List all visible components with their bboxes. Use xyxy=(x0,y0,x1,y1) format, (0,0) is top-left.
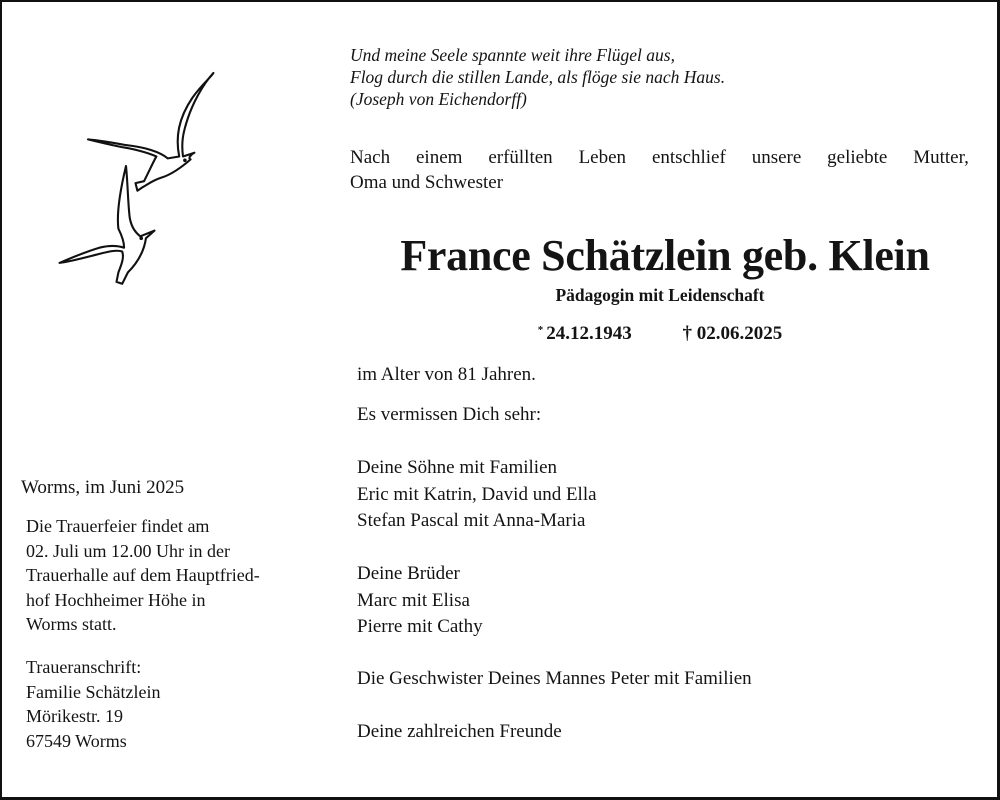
intro-word: Nach xyxy=(350,147,391,168)
missed-by-heading: Es vermissen Dich sehr: xyxy=(357,404,542,425)
mourning-address xyxy=(26,655,160,753)
mourner-line: Eric mit Katrin, David und Ella xyxy=(357,483,597,505)
ceremony-line: 02. Juli um 12.00 Uhr in der xyxy=(26,540,230,561)
poem-line: Flog durch die stillen Lande, als flöge sie nach Haus. xyxy=(350,67,726,87)
intro-word: entschlief xyxy=(651,147,726,168)
deceased-subtitle: Pädagogin mit Leidenschaft xyxy=(555,285,765,305)
ceremony-line: Trauerhalle auf dem Hauptfried- xyxy=(26,565,260,585)
sons-group xyxy=(357,455,597,535)
ceremony-line: hof Hochheimer Höhe in xyxy=(26,589,206,610)
ceremony-line: Die Trauerfeier findet am xyxy=(26,516,210,536)
intro-word: unsere xyxy=(751,147,802,168)
mourner-line: Pierre mit Cathy xyxy=(357,616,483,637)
birth-star-icon: * xyxy=(537,324,544,336)
address-label: Traueranschrift: xyxy=(26,657,142,677)
ceremony-info xyxy=(26,514,260,637)
intro-word: geliebte xyxy=(827,147,888,168)
place-date: Worms, im Juni 2025 xyxy=(21,477,185,498)
birth-date xyxy=(538,318,632,346)
friends-line: Deine zahlreichen Freunde xyxy=(357,721,562,742)
birth-date-value: 24.12.1943 xyxy=(546,323,632,344)
poem-line: Und meine Seele spannte weit ihre Flügel aus, xyxy=(350,45,675,65)
brothers-heading: Deine Brüder xyxy=(357,563,460,584)
intro-line-1 xyxy=(350,145,969,170)
intro-word: Mutter, xyxy=(913,147,969,168)
brothers-group xyxy=(357,561,483,641)
poem-author: (Joseph von Eichendorff) xyxy=(350,89,527,109)
life-dates xyxy=(350,318,970,346)
death-date: † 02.06.2025 xyxy=(682,323,783,344)
in-laws-line: Die Geschwister Deines Mannes Peter mit Familien xyxy=(357,668,752,689)
address-line: 67549 Worms xyxy=(26,730,127,751)
intro-word: Leben xyxy=(578,147,627,168)
sons-heading: Deine Söhne mit Familien xyxy=(357,457,558,478)
age-text: im Alter von 81 Jahren. xyxy=(357,364,536,385)
mourner-line: Stefan Pascal mit Anna-Maria xyxy=(357,510,586,531)
intro-line-2: Oma und Schwester xyxy=(350,172,504,193)
address-line: Familie Schätzlein xyxy=(26,681,161,702)
poem-quote xyxy=(350,44,725,110)
intro-word: einem xyxy=(415,147,463,168)
mourner-line: Marc mit Elisa xyxy=(357,589,470,611)
flying-birds-icon xyxy=(50,60,240,310)
ceremony-line: Worms statt. xyxy=(26,614,117,634)
intro-word: erfüllten xyxy=(488,147,553,168)
deceased-name: France Schätzlein geb. Klein xyxy=(400,231,930,280)
address-line: Mörikestr. 19 xyxy=(26,706,123,726)
intro-text xyxy=(350,145,969,195)
